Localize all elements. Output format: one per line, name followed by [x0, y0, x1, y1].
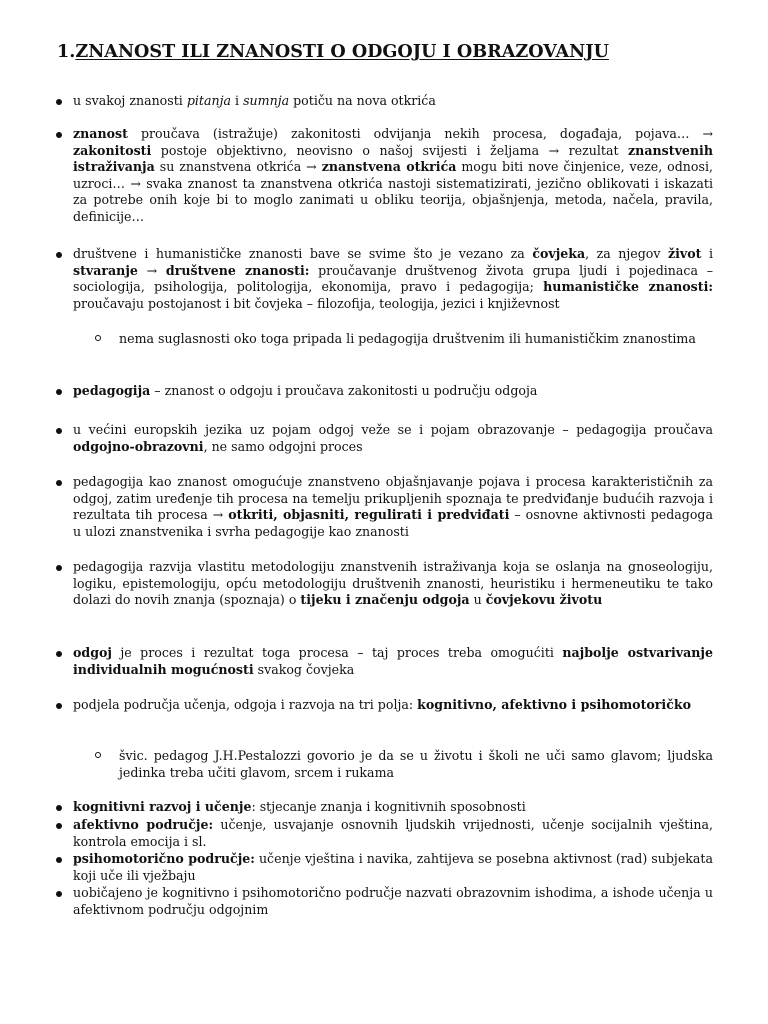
list-item-text: uobičajeno je kognitivno i psihomotorično područje nazvati obrazovnim ishodima, a ishode učenja u afektivnom području odgojnim [73, 885, 713, 917]
list-item [56, 799, 713, 816]
list-item-text: odgoj je proces i rezultat toga procesa – taj proces treba omogućiti najbolje ostvarivanje individualnih mogućnosti svakog čovjeka [73, 645, 713, 677]
section-heading [57, 41, 609, 63]
list-item [56, 697, 713, 714]
bullet-icon [56, 480, 62, 486]
bullet-icon [56, 857, 62, 863]
list-item [56, 383, 713, 400]
list-item [56, 559, 713, 609]
bullet-icon [56, 805, 62, 811]
list-item-text: pedagogija – znanost o odgoju i proučava zakonitosti u području odgoja [73, 383, 538, 398]
list-item [56, 885, 713, 918]
bullet-icon [56, 132, 62, 138]
list-item-text: afektivno područje: učenje, usvajanje osnovnih ljudskih vrijednosti, učenje socijalnih vještina, kontrola emocija i sl. [73, 817, 713, 849]
list-item [56, 246, 713, 312]
list-item [56, 422, 713, 455]
list-item-text: društvene i humanističke znanosti bave se svime što je vezano za čovjeka, za njegov život i stvaranje → društvene znanosti: proučavanje društvenog života grupa ljudi i pojedinaca – sociologija, psihologija, politologija, ekonomija, pravo i pedagogija; humanističke znanosti: proučavaju postojanost i bit čovjeka – filozofija, teologija, jezici i književnost [73, 246, 714, 311]
bullet-icon [56, 389, 62, 395]
heading-title: ZNANOST ILI ZNANOSTI O ODGOJU I OBRAZOVANJU [75, 41, 609, 62]
bullet-icon [56, 252, 62, 258]
list-item-text: podjela područja učenja, odgoja i razvoja na tri polja: kognitivno, afektivno i psihomotoričko [73, 697, 691, 712]
sub-list-item [95, 331, 713, 348]
list-item [56, 817, 713, 850]
list-item-text: kognitivni razvoj i učenje: stjecanje znanja i kognitivnih sposobnosti [73, 799, 526, 814]
bullet-icon [56, 891, 62, 897]
list-item [56, 126, 713, 226]
list-item-text: znanost proučava (istražuje) zakonitosti odvijanja nekih procesa, događaja, pojava… → zakonitosti postoje objektivno, neovisno o našoj svijesti i željama → rezultat znanstvenih istraživanja su znanstvena otkrića → znanstvena otkrića mogu biti nove činjenice, veze, odnosi, uzroci… → svaka znanost ta znanstvena otkrića nastoji sistematizirati, jezično oblikovati i iskazati za potrebe onih koje bi to moglo zanimati u obliku teorija, objašnjenja, metoda, načela, pravila, definicije… [73, 126, 713, 224]
bullet-icon [56, 428, 62, 434]
list-item-text: pedagogija kao znanost omogućuje znanstveno objašnjavanje pojava i procesa karakterističnih za odgoj, zatim uređenje tih procesa na temelju prikupljenih spoznaja te predviđanje budućih razvoja i rezultata tih procesa → otkriti, objasniti, regulirati i predviđati – osnovne aktivnosti pedagoga u ulozi znanstvenika i svrha pedagogije kao znanosti [73, 474, 713, 539]
list-item [56, 851, 713, 884]
list-item-text: psihomotorično područje: učenje vještina i navika, zahtijeva se posebna aktivnost (rad) subjekata koji uče ili vježbaju [73, 851, 713, 883]
list-item [56, 645, 713, 678]
list-item-text: u većini europskih jezika uz pojam odgoj veže se i pojam obrazovanje – pedagogija proučava odgojno-obrazovni, ne samo odgojni proces [73, 422, 713, 454]
sub-list-item [95, 748, 713, 781]
bullet-icon [56, 651, 62, 657]
list-item [56, 474, 713, 540]
bullet-icon [56, 823, 62, 829]
sub-list-item-text: nema suglasnosti oko toga pripada li pedagogija društvenim ili humanističkim znanostima [119, 331, 696, 346]
sub-list-item-text: švic. pedagog J.H.Pestalozzi govorio je da se u životu i školi ne uči samo glavom; ljudska jedinka treba učiti glavom, srcem i rukama [119, 748, 713, 780]
hollow-bullet-icon [95, 335, 101, 341]
list-item-text: u svakoj znanosti pitanja i sumnja potiču na nova otkrića [73, 93, 436, 108]
list-item-text: pedagogija razvija vlastitu metodologiju znanstvenih istraživanja koja se oslanja na gnoseologiju, logiku, epistemologiju, opću metodologiju društvenih znanosti, heuristiku i hermeneutiku te tako dolazi do novih znanja (spoznaja) o tijeku i značenju odgoja u čovjekovu životu [73, 559, 713, 608]
bullet-icon [56, 99, 62, 105]
hollow-bullet-icon [95, 752, 101, 758]
bullet-icon [56, 703, 62, 709]
heading-number: 1. [57, 41, 76, 62]
list-item [56, 93, 713, 110]
bullet-icon [56, 565, 62, 571]
